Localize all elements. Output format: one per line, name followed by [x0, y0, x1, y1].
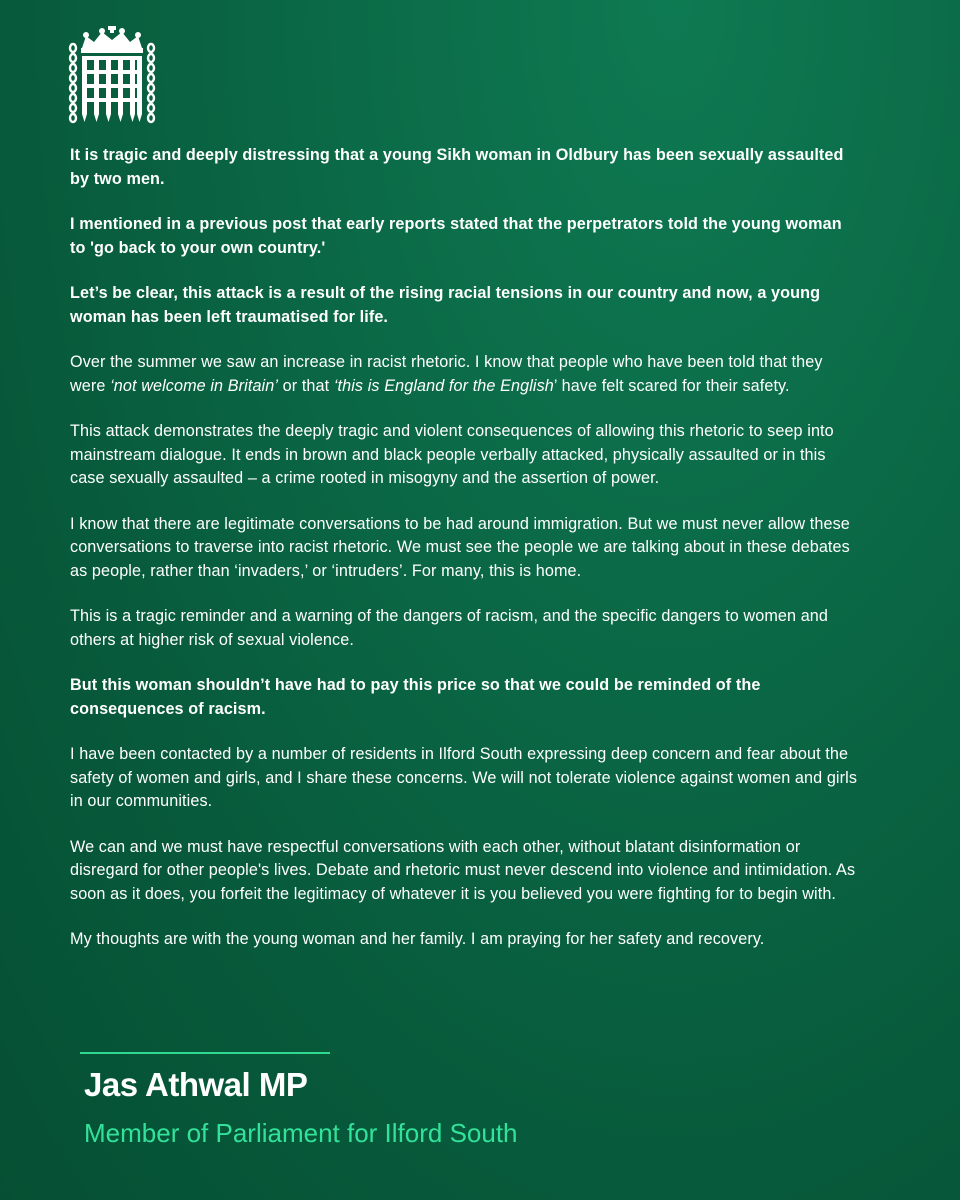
statement-paragraph: I mentioned in a previous post that early reports stated that the perpetrators told the young woman to 'go back to your own country.' [70, 215, 842, 257]
signature-name: Jas Athwal MP [84, 1066, 308, 1103]
statement-paragraph: This attack demonstrates the deeply tragic and violent consequences of allowing this rhetoric to seep into mainstream dialogue. It ends in brown and black people verbally attacked, physically assaulted or in this case sexually assaulted – a crime rooted in misogyny and the assertion of power. [70, 422, 834, 487]
text-run: or that [278, 376, 334, 395]
text-run: Over the summer we saw an increase in racist rhetoric. I know that people who have been told that they were [70, 353, 823, 395]
text-run: ’ have felt scared for their safety. [553, 376, 790, 395]
statement-paragraph: I have been contacted by a number of residents in Ilford South expressing deep concern and fear about the safety of women and girls, and I share these concerns. We will not tolerate violence against women and girls in our communities. [70, 745, 858, 810]
statement-paragraph: Let’s be clear, this attack is a result of the rising racial tensions in our country and now, a young woman has been left traumatised for life. [70, 284, 821, 326]
statement-paragraph: I know that there are legitimate conversations to be had around immigration. But we must never allow these conversations to traverse into racist rhetoric. We must see the people we are talking about in these debates as people, rather than ‘invaders,’ or ‘intruders’. For many, this is home. [70, 514, 850, 580]
quote-england: ‘this is England for the English [333, 376, 554, 395]
portcullis-icon [68, 26, 156, 126]
signature-role: Member of Parliament for Ilford South [84, 1118, 518, 1148]
statement-paragraph: It is tragic and deeply distressing that a young Sikh woman in Oldbury has been sexually assaulted by two men. [70, 146, 844, 188]
statement-paragraph: This is a tragic reminder and a warning of the dangers of racism, and the specific dangers to women and others at higher risk of sexual violence. [70, 607, 829, 649]
statement-paragraph: We can and we must have respectful conversations with each other, without blatant disinformation or disregard for other people's lives. Debate and rhetoric must never descend into violence and intimidation. As soon as it does, you forfeit the legitimacy of whatever it is you believed you were fighting for to begin with. [70, 837, 856, 903]
statement-paragraph: My thoughts are with the young woman and her family. I am praying for her safety and recovery. [70, 930, 765, 948]
statement-paragraph [70, 351, 860, 398]
signature-divider [80, 1052, 330, 1054]
statement-body [70, 144, 860, 974]
statement-paragraph: But this woman shouldn’t have had to pay this price so that we could be reminded of the consequences of racism. [70, 676, 761, 718]
quote-not-welcome: ‘not welcome in Britain’ [110, 376, 279, 395]
